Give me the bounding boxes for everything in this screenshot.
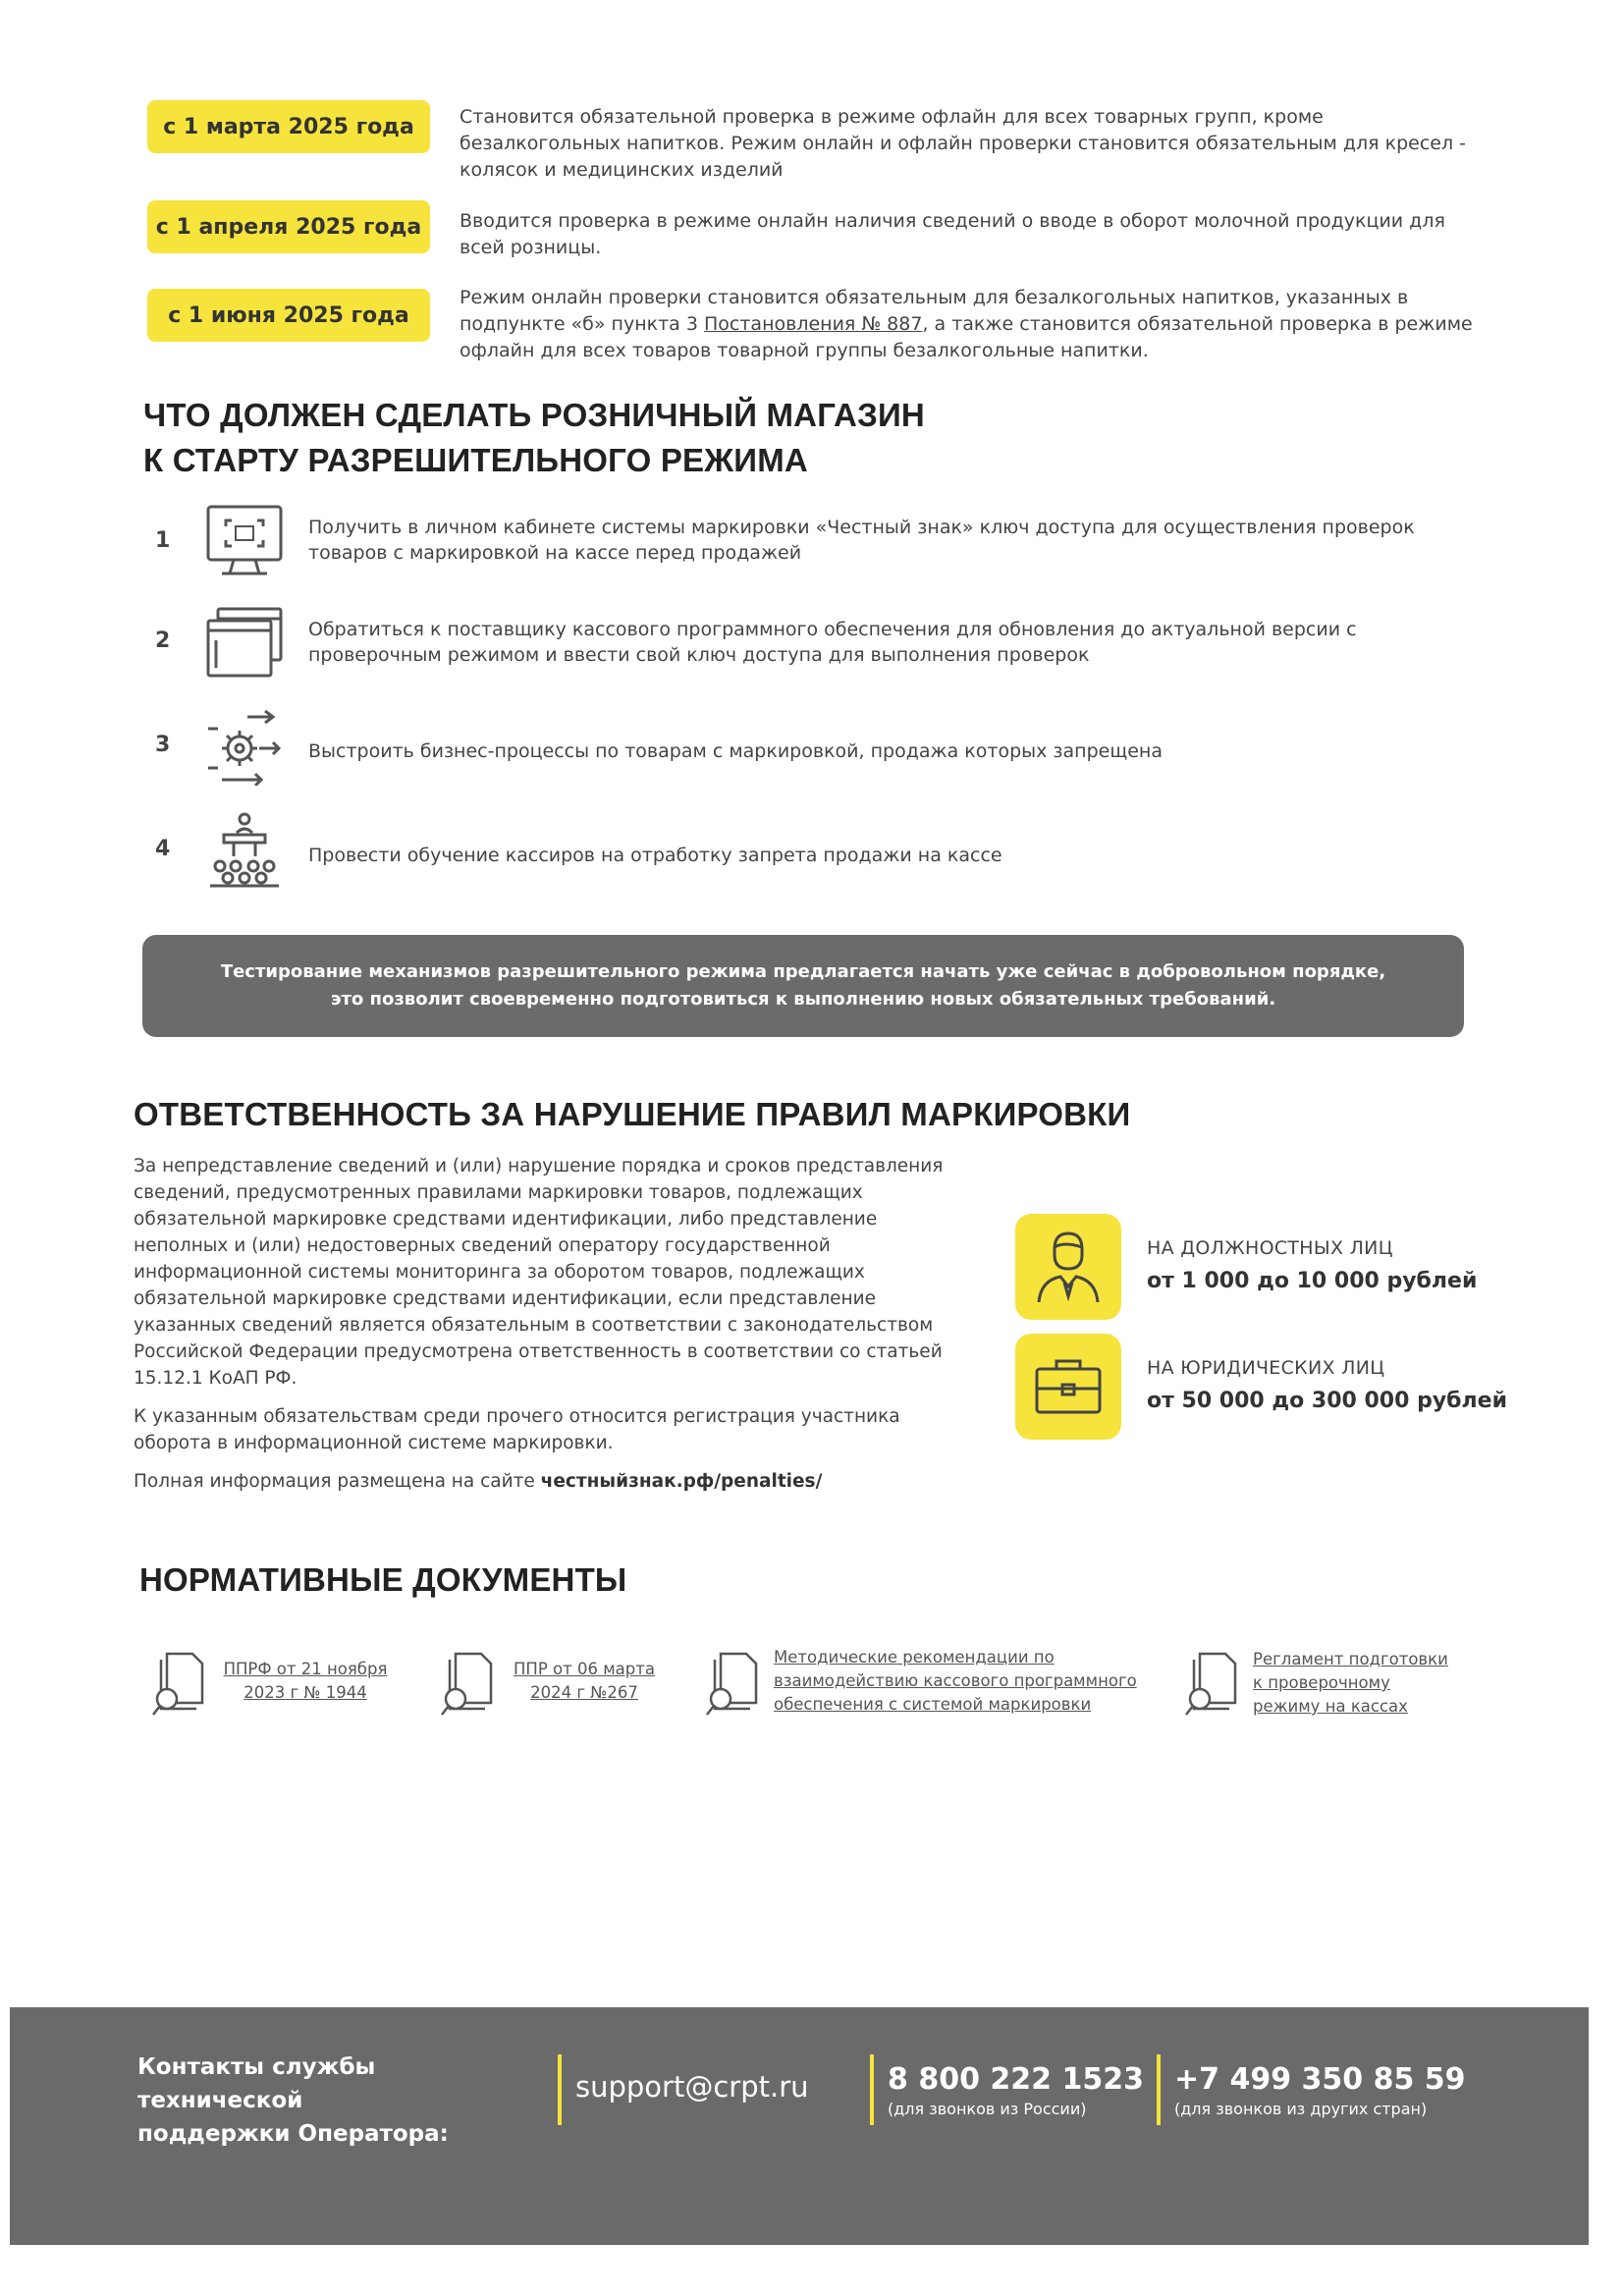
para-line: указанных сведений является обязательным в соответствии с законодательством	[134, 1315, 934, 1336]
doc-link-line: ППРФ от 21 ноября	[223, 1660, 388, 1678]
para-line: Российской Федерации предусмотрена ответственность в соответствии со статьей	[134, 1341, 943, 1362]
official-person-icon	[1015, 1214, 1121, 1320]
doc-link-line: к проверочному	[1253, 1673, 1390, 1692]
retail-title-line2: К СТАРТУ РАЗРЕШИТЕЛЬНОГО РЕЖИМА	[143, 442, 808, 478]
step-number: 3	[155, 733, 171, 757]
retail-title-line1: ЧТО ДОЛЖЕН СДЕЛАТЬ РОЗНИЧНЫЙ МАГАЗИН	[143, 397, 925, 433]
para-line: оборота в информационной системе маркировки.	[134, 1433, 614, 1453]
phone-international-link[interactable]: +7 499 350 85 59	[1174, 2062, 1466, 2097]
penalties-prefix: Полная информация размещена на сайте	[134, 1471, 541, 1492]
date-badge-june: с 1 июня 2025 года	[147, 289, 430, 342]
phone-russia-note: (для звонков из России)	[888, 2100, 1087, 2118]
voluntary-testing-note	[142, 935, 1464, 1037]
doc-link-line: ППР от 06 марта	[514, 1660, 655, 1678]
retail-section-title	[143, 393, 925, 483]
para-line: обязательной маркировке средствами идентификации, если представление	[134, 1288, 877, 1309]
divider	[870, 2054, 874, 2125]
note-line1: Тестирование механизмов разрешительного режима предлагается начать уже сейчас в добровольном порядке,	[220, 961, 1386, 982]
document-search-icon	[149, 1650, 210, 1719]
doc-link-line: обеспечения с системой маркировки	[774, 1695, 1092, 1714]
penalties-site-link[interactable]: честныйзнак.рф/penalties/	[540, 1471, 823, 1492]
step-number: 1	[155, 528, 171, 553]
support-contacts-footer	[10, 2007, 1589, 2245]
phone-international-note: (для звонков из других стран)	[1174, 2100, 1428, 2118]
fine-value-officials: от 1 000 до 10 000 рублей	[1147, 1269, 1478, 1293]
phone-russia-link[interactable]: 8 800 222 1523	[888, 2062, 1144, 2097]
para-line: сведений, предусмотренных правилами маркировки товаров, подлежащих	[134, 1182, 863, 1203]
support-title-line2: поддержки Оператора:	[137, 2121, 449, 2147]
divider	[558, 2054, 562, 2125]
doc-link-regulation[interactable]	[1253, 1648, 1489, 1719]
responsibility-paragraph	[134, 1153, 968, 1495]
para-line: информационной системы мониторинга за оборотом товаров, подлежащих	[134, 1262, 865, 1283]
para-line: обязательной маркировке средствами идентификации, либо представление	[134, 1209, 878, 1230]
june-text-part1: Режим онлайн проверки становится обязательным для безалкогольных напитков, указанных в подпункте «б» пункта 3	[460, 287, 1409, 335]
doc-link-line: Регламент подготовки	[1253, 1650, 1448, 1668]
doc-link-line: режиму на кассах	[1253, 1697, 1408, 1716]
responsibility-title: ОТВЕТСТВЕННОСТЬ ЗА НАРУШЕНИЕ ПРАВИЛ МАРКИРОВКИ	[134, 1096, 1131, 1132]
monitor-qr-icon	[204, 503, 285, 579]
document-search-icon	[703, 1650, 764, 1719]
note-line2: это позволит своевременно подготовиться к выполнению новых обязательных требований.	[330, 989, 1276, 1010]
doc-link-methodical-recommendations[interactable]	[774, 1646, 1166, 1717]
support-email-link[interactable]: support@crpt.ru	[575, 2070, 809, 2104]
documents-title: НОРМАТИВНЫЕ ДОКУМЕНТЫ	[139, 1561, 627, 1598]
document-search-icon	[438, 1650, 499, 1719]
step-text: Выстроить бизнес-процессы по товарам с маркировкой, продажа которых запрещена	[308, 740, 1163, 762]
support-title-line1: Контакты службы технической	[137, 2054, 376, 2113]
divider	[1157, 2054, 1161, 2125]
doc-link-ppr-267[interactable]	[511, 1658, 658, 1705]
date-text-march: Становится обязательной проверка в режиме офлайн для всех товарных групп, кроме безалкогольных напитков. Режим онлайн и офлайн проверки становится обязательным для кресел - колясок и медицинских изделий	[460, 106, 1467, 181]
training-audience-icon	[204, 811, 285, 888]
date-text-june	[460, 285, 1481, 364]
para-line: 15.12.1 КоАП РФ.	[134, 1368, 298, 1389]
fine-value-legal: от 50 000 до 300 000 рублей	[1147, 1389, 1507, 1413]
doc-link-line: взаимодействию кассового программного	[774, 1671, 1137, 1690]
browser-windows-icon	[204, 605, 285, 682]
step-number: 4	[155, 837, 171, 861]
doc-link-line: Методические рекомендации по	[774, 1648, 1055, 1667]
step-text: Обратиться к поставщику кассового программного обеспечения для обновления до актуальной версии с проверочным режимом и ввести свой ключ доступа для выполнения проверок	[308, 619, 1357, 666]
para-line: К указанным обязательствам среди прочего относится регистрация участника	[134, 1406, 900, 1427]
briefcase-icon	[1015, 1334, 1121, 1440]
step-number: 2	[155, 629, 171, 653]
penalties-info-line	[134, 1468, 968, 1495]
para-line: За непредставление сведений и (или) нарушение порядка и сроков представления	[134, 1156, 944, 1176]
date-badge-march: с 1 марта 2025 года	[147, 100, 430, 153]
fine-label-legal: НА ЮРИДИЧЕСКИХ ЛИЦ	[1147, 1357, 1385, 1379]
step-text: Провести обучение кассиров на отработку запрета продажи на кассе	[308, 845, 1002, 866]
fine-label-officials: НА ДОЛЖНОСТНЫХ ЛИЦ	[1147, 1237, 1393, 1259]
gear-process-icon	[204, 709, 285, 786]
date-badge-april: с 1 апреля 2025 года	[147, 200, 430, 253]
date-text-april: Вводится проверка в режиме онлайн наличия сведений о вводе в оборот молочной продукции для всей розницы.	[460, 210, 1445, 258]
step-text: Получить в личном кабинете системы маркировки «Честный знак» ключ доступа для осуществления проверок товаров с маркировкой на кассе перед продажей	[308, 517, 1415, 564]
doc-link-line: 2024 г №267	[530, 1683, 638, 1702]
document-search-icon	[1182, 1650, 1243, 1719]
doc-link-pprf-1944[interactable]	[222, 1658, 389, 1705]
para-line: неполных и (или) недостоверных сведений оператору государственной	[134, 1235, 831, 1256]
support-title	[137, 2050, 530, 2151]
doc-link-line: 2023 г № 1944	[244, 1683, 367, 1702]
resolution-887-link[interactable]: Постановления № 887	[704, 313, 923, 335]
june-text-part2: , а также становится обязательной проверка в режиме офлайн для всех товаров товарной группы безалкогольные напитки.	[460, 313, 1473, 361]
